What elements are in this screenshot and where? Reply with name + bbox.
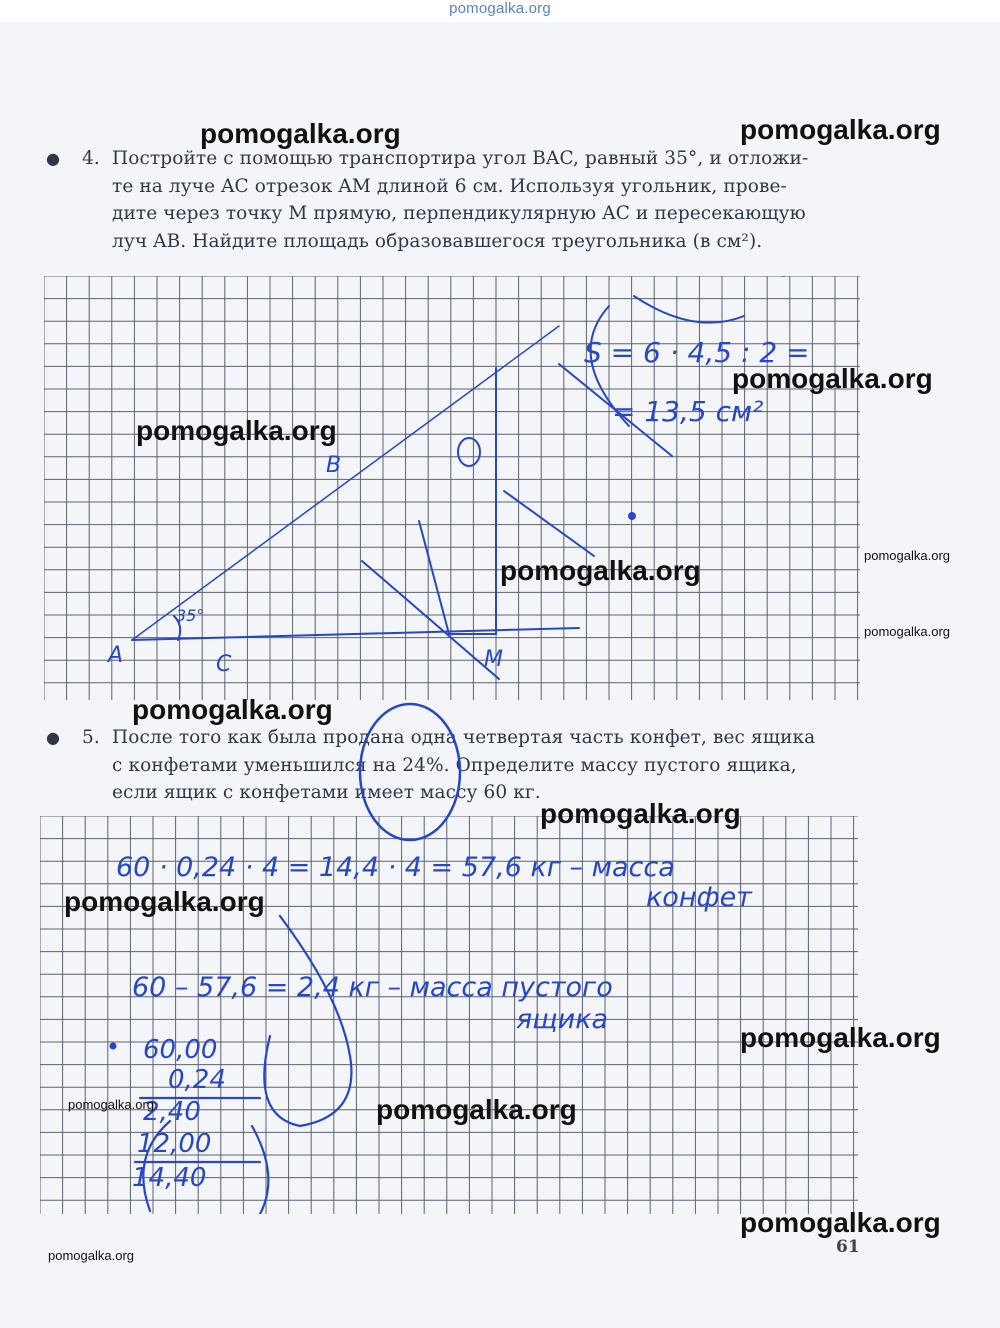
watermark: pomogalka.org bbox=[500, 555, 701, 586]
loop-stroke bbox=[264, 916, 351, 1126]
task-text-line: Постройте с помощью транспортира угол BAC, равный 35°, и отложи- bbox=[112, 148, 809, 169]
watermark: pomogalka.org bbox=[48, 1248, 134, 1263]
task-4 bbox=[46, 145, 876, 255]
task-text-line: дите через точку M прямую, перпендикулярную AC и пересекающую bbox=[112, 203, 806, 224]
bullet-icon: ● bbox=[46, 728, 61, 747]
task-text-line: луч AB. Найдите площадь образовавшегося треугольника (в см²). bbox=[112, 230, 763, 252]
label-b: B bbox=[326, 453, 342, 478]
task-5-grid bbox=[40, 816, 858, 1214]
watermark: pomogalka.org bbox=[64, 886, 265, 917]
solution-line: 60 – 57,6 = 2,4 кг – масса пустого bbox=[132, 972, 613, 1003]
task-text-line: те на луче AC отрезок AM длиной 6 см. Используя угольник, прове- bbox=[112, 175, 787, 197]
angle-label: 35° bbox=[176, 606, 205, 625]
ink-dot bbox=[110, 1043, 117, 1050]
arc-stroke bbox=[634, 296, 744, 323]
task-number: 4. bbox=[82, 148, 100, 169]
watermark: pomogalka.org bbox=[740, 114, 941, 145]
solution-line: 60 · 0,24 · 4 = 14,4 · 4 = 57,6 кг – масса bbox=[116, 852, 675, 883]
task-4-grid bbox=[44, 276, 860, 700]
watermark: pomogalka.org bbox=[732, 363, 933, 394]
calc-line: 12,00 bbox=[137, 1129, 212, 1159]
calc-line: 60,00 bbox=[143, 1035, 218, 1065]
bullet-icon: ● bbox=[46, 149, 61, 168]
watermark: pomogalka.org bbox=[740, 1022, 941, 1053]
label-c: C bbox=[216, 652, 232, 677]
watermark: pomogalka.org bbox=[540, 798, 741, 829]
column-calculation bbox=[132, 1035, 226, 1193]
watermark: pomogalka.org bbox=[864, 624, 950, 639]
task-text-line: если ящик с конфетами имеет массу 60 кг. bbox=[112, 782, 541, 803]
set-square-edge bbox=[504, 491, 594, 556]
solution-text bbox=[116, 852, 753, 1035]
site-mark: pomogalka.org bbox=[449, 0, 551, 17]
set-square-edge bbox=[419, 521, 449, 634]
watermark: pomogalka.org bbox=[376, 1094, 577, 1125]
watermark: pomogalka.org bbox=[864, 548, 950, 563]
zero-mark bbox=[458, 438, 480, 466]
calc-line: 2,40 bbox=[143, 1097, 201, 1127]
ink-oval bbox=[340, 690, 480, 850]
calc-line: 14,40 bbox=[132, 1163, 207, 1193]
solution-line: ящика bbox=[516, 1004, 609, 1035]
page-number: 61 bbox=[836, 1237, 860, 1257]
watermark: pomogalka.org bbox=[740, 1207, 941, 1238]
area-result: = 13,5 см² bbox=[612, 395, 764, 428]
watermark: pomogalka.org bbox=[132, 694, 333, 725]
labels bbox=[106, 336, 810, 677]
ray-ab bbox=[132, 326, 559, 640]
calc-line: 0,24 bbox=[168, 1065, 226, 1095]
solution-line: конфет bbox=[646, 882, 752, 913]
ink-dot bbox=[628, 512, 636, 520]
watermark: pomogalka.org bbox=[136, 415, 337, 446]
task-text-line: с конфетами уменьшился на 24%. Определите массу пустого ящика, bbox=[112, 754, 797, 776]
task-number: 5. bbox=[82, 727, 100, 748]
label-m: M bbox=[484, 647, 503, 672]
task-text-line: После того как была продана одна четвертая часть конфет, вес ящика bbox=[112, 727, 816, 748]
watermark: pomogalka.org bbox=[68, 1097, 154, 1112]
label-a: A bbox=[108, 643, 124, 668]
ray-ac bbox=[132, 628, 579, 640]
watermark: pomogalka.org bbox=[200, 118, 401, 149]
area-formula: S = 6 · 4,5 : 2 = bbox=[584, 336, 810, 369]
